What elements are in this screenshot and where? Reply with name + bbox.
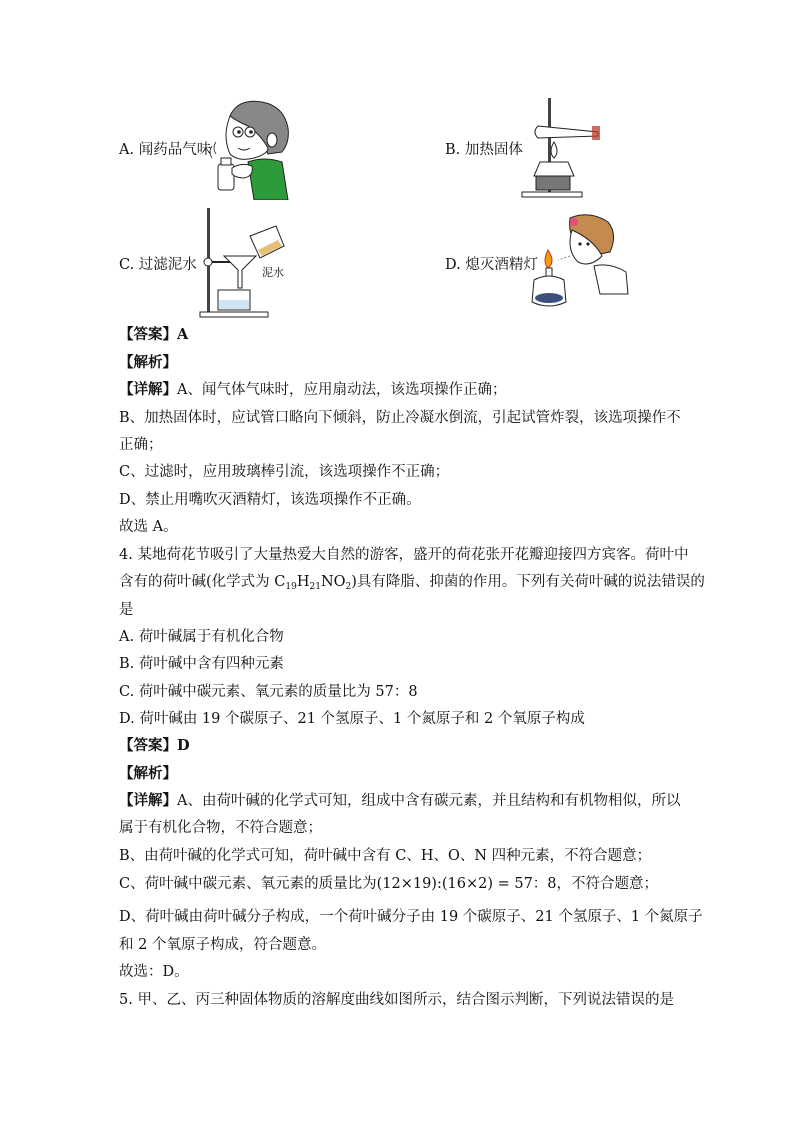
- q3-option-d: D. 熄灭酒精灯: [445, 257, 538, 273]
- q3-option-a: A. 闻药品气味: [119, 142, 212, 158]
- q4-detail-heading: 【详解】: [119, 792, 177, 809]
- q4-detail-c-text: C、荷叶碱中碳元素、氧元素的质量比为: [119, 876, 377, 892]
- q4-option-d: D. 荷叶碱由 19 个碳原子、21 个氢原子、1 个氮原子和 2 个氧原子构成: [119, 711, 585, 727]
- q4-detail-a1-line: [119, 791, 680, 811]
- q3-conclusion: 故选 A。: [119, 519, 178, 535]
- q4-detail-c-line: [119, 874, 658, 894]
- q3-detail-b2: 正确；: [119, 437, 163, 453]
- q3-detail-c: C、过滤时，应用玻璃棒引流，该选项操作不正确；: [119, 464, 450, 480]
- heating-solid-illustration: [518, 96, 608, 200]
- q3-detail-b1: B、加热固体时，应试管口略向下倾斜，防止冷凝水倒流，引起试管炸裂，该选项操作不: [119, 410, 681, 426]
- q3-detail-a: A、闻气体气味时，应用扇动法，该选项操作正确；: [177, 382, 507, 398]
- formula-h: H: [296, 574, 310, 590]
- q4-detail-c-end: ，不符合题意；: [556, 876, 659, 892]
- formula-sub-c: 19: [285, 582, 297, 592]
- q4-stem-line2: [119, 572, 705, 597]
- q5-stem: 5. 甲、乙、丙三种固体物质的溶解度曲线如图所示，结合图示判断，下列说法错误的是: [119, 992, 674, 1008]
- q4-detail-d2: 和 2 个氧原子构成，符合题意。: [119, 937, 326, 953]
- q4-detail-a2: 属于有机化合物，不符合题意；: [119, 820, 322, 836]
- filtration-illustration: [198, 206, 288, 320]
- q4-stem-text: 含有的荷叶碱(化学式为 C: [119, 574, 286, 590]
- smelling-illustration: [208, 96, 292, 200]
- formula-sub-h: 21: [309, 582, 321, 592]
- formula-no: NO: [320, 574, 346, 590]
- q4-option-c: C. 荷叶碱中碳元素、氧元素的质量比为 57：8: [119, 684, 418, 700]
- q4-option-b: B. 荷叶碱中含有四种元素: [119, 656, 284, 672]
- q3-detail-heading: 【详解】: [119, 381, 177, 398]
- q4-stem-line1: 4. 某地荷花节吸引了大量热爱大自然的游客，盛开的荷花张开花瓣迎接四方宾客。荷叶中: [119, 547, 689, 563]
- q4-answer: 【答案】D: [119, 737, 190, 754]
- q4-stem-line3: 是: [119, 602, 134, 618]
- q3-detail-d: D、禁止用嘴吹灭酒精灯，该选项操作不正确。: [119, 492, 421, 508]
- q4-detail-a1: A、由荷叶碱的化学式可知，组成中含有碳元素，并且结构和有机物相似，所以: [177, 793, 681, 809]
- q4-stem-text-end: )具有降脂、抑菌的作用。下列有关荷叶碱的说法错误的: [351, 574, 705, 590]
- q3-detail-a-line: [119, 380, 506, 400]
- blowing-lamp-illustration: [530, 210, 630, 322]
- q4-conclusion: 故选：D。: [119, 964, 189, 980]
- filter-label: 泥水: [262, 266, 284, 279]
- q3-analysis-heading: 【解析】: [119, 354, 177, 371]
- q4-detail-d1: D、荷叶碱由荷叶碱分子构成，一个荷叶碱分子由 19 个碳原子、21 个氢原子、1 个氮原子: [119, 909, 703, 925]
- q4-detail-b: B、由荷叶碱的化学式可知，荷叶碱中含有 C、H、O、N 四种元素，不符合题意；: [119, 848, 652, 864]
- mass-ratio-formula: (12×19):(16×2) = 57：8: [376, 876, 557, 892]
- q3-answer: 【答案】A: [119, 326, 189, 343]
- q4-analysis-heading: 【解析】: [119, 765, 177, 782]
- q3-option-b: B. 加热固体: [445, 142, 523, 158]
- formula-sub-o: 2: [345, 582, 352, 592]
- q4-option-a: A. 荷叶碱属于有机化合物: [119, 629, 284, 645]
- q3-option-c: C. 过滤泥水: [119, 257, 197, 273]
